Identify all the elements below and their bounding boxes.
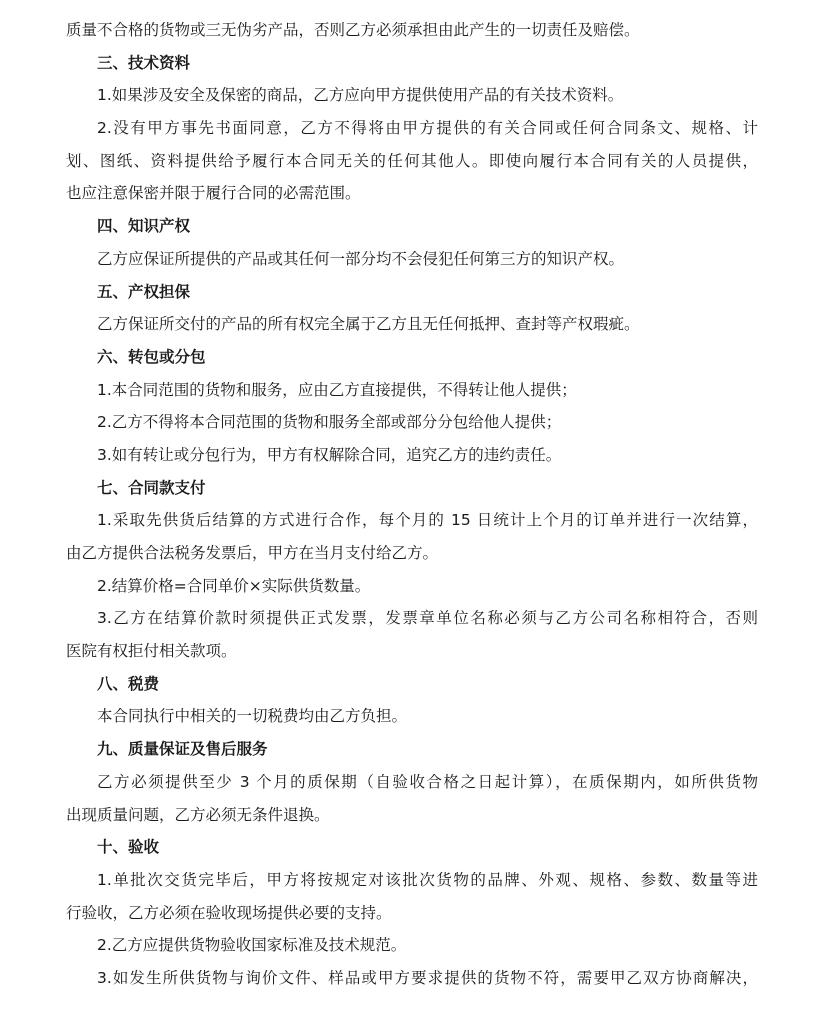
paragraph-line: 乙方必须提供至少 3 个月的质保期（自验收合格之日起计算），在质保期内，如所供货物 xyxy=(97,772,758,791)
paragraph-line: 出现质量问题，乙方必须无条件退换。 xyxy=(66,805,330,824)
paragraph-line: 由乙方提供合法税务发票后，甲方在当月支付给乙方。 xyxy=(66,544,439,562)
section-heading: 六、转包或分包 xyxy=(97,347,206,366)
section-heading: 三、技术资料 xyxy=(97,53,191,72)
paragraph-line: 2.乙方不得将本合同范围的货物和服务全部或部分分包给他人提供； xyxy=(97,413,562,432)
paragraph-line: 质量不合格的货物或三无伪劣产品，否则乙方必须承担由此产生的一切责任及赔偿。 xyxy=(66,21,640,39)
paragraph-line: 乙方应保证所提供的产品或其任何一部分均不会侵犯任何第三方的知识产权。 xyxy=(97,249,625,268)
paragraph-line: 1.采取先供货后结算的方式进行合作，每个月的 15 日统计上个月的订单并进行一次结算， xyxy=(97,511,758,530)
paragraph-line: 1.如果涉及安全及保密的商品，乙方应向甲方提供使用产品的有关技术资料。 xyxy=(97,86,624,105)
paragraph-line: 3.如发生所供货物与询价文件、样品或甲方要求提供的货物不符，需要甲乙双方协商解决， xyxy=(97,968,758,987)
paragraph-line: 乙方保证所交付的产品的所有权完全属于乙方且无任何抵押、查封等产权瑕疵。 xyxy=(97,315,640,334)
section-heading: 九、质量保证及售后服务 xyxy=(97,740,268,759)
paragraph-line: 医院有权拒付相关款项。 xyxy=(66,642,237,661)
paragraph-line: 2.乙方应提供货物验收国家标准及技术规范。 xyxy=(97,936,407,955)
contract-document xyxy=(66,14,758,995)
paragraph-line: 3.如有转让或分包行为，甲方有权解除合同，追究乙方的违约责任。 xyxy=(97,445,562,464)
paragraph-line: 本合同执行中相关的一切税费均由乙方负担。 xyxy=(97,707,408,726)
paragraph-line: 3.乙方在结算价款时须提供正式发票，发票章单位名称必须与乙方公司名称相符合，否则 xyxy=(97,609,758,628)
paragraph-line: 行验收，乙方必须在验收现场提供必要的支持。 xyxy=(66,903,392,922)
section-heading: 五、产权担保 xyxy=(97,282,191,301)
paragraph-line: 2.没有甲方事先书面同意，乙方不得将由甲方提供的有关合同或任何合同条文、规格、计 xyxy=(97,119,758,138)
paragraph-line: 划、图纸、资料提供给予履行本合同无关的任何其他人。即使向履行本合同有关的人员提供， xyxy=(66,151,758,170)
paragraph-line: 2.结算价格=合同单价×实际供货数量。 xyxy=(97,576,371,595)
section-heading: 四、知识产权 xyxy=(97,217,191,236)
section-heading: 八、税费 xyxy=(97,674,160,693)
paragraph-line: 也应注意保密并限于履行合同的必需范围。 xyxy=(66,184,361,203)
section-heading: 十、验收 xyxy=(97,838,160,857)
paragraph-line: 1.本合同范围的货物和服务，应由乙方直接提供，不得转让他人提供； xyxy=(97,380,577,399)
section-heading: 七、合同款支付 xyxy=(97,478,206,497)
paragraph-line: 1.单批次交货完毕后，甲方将按规定对该批次货物的品牌、外观、规格、参数、数量等进 xyxy=(97,870,758,889)
